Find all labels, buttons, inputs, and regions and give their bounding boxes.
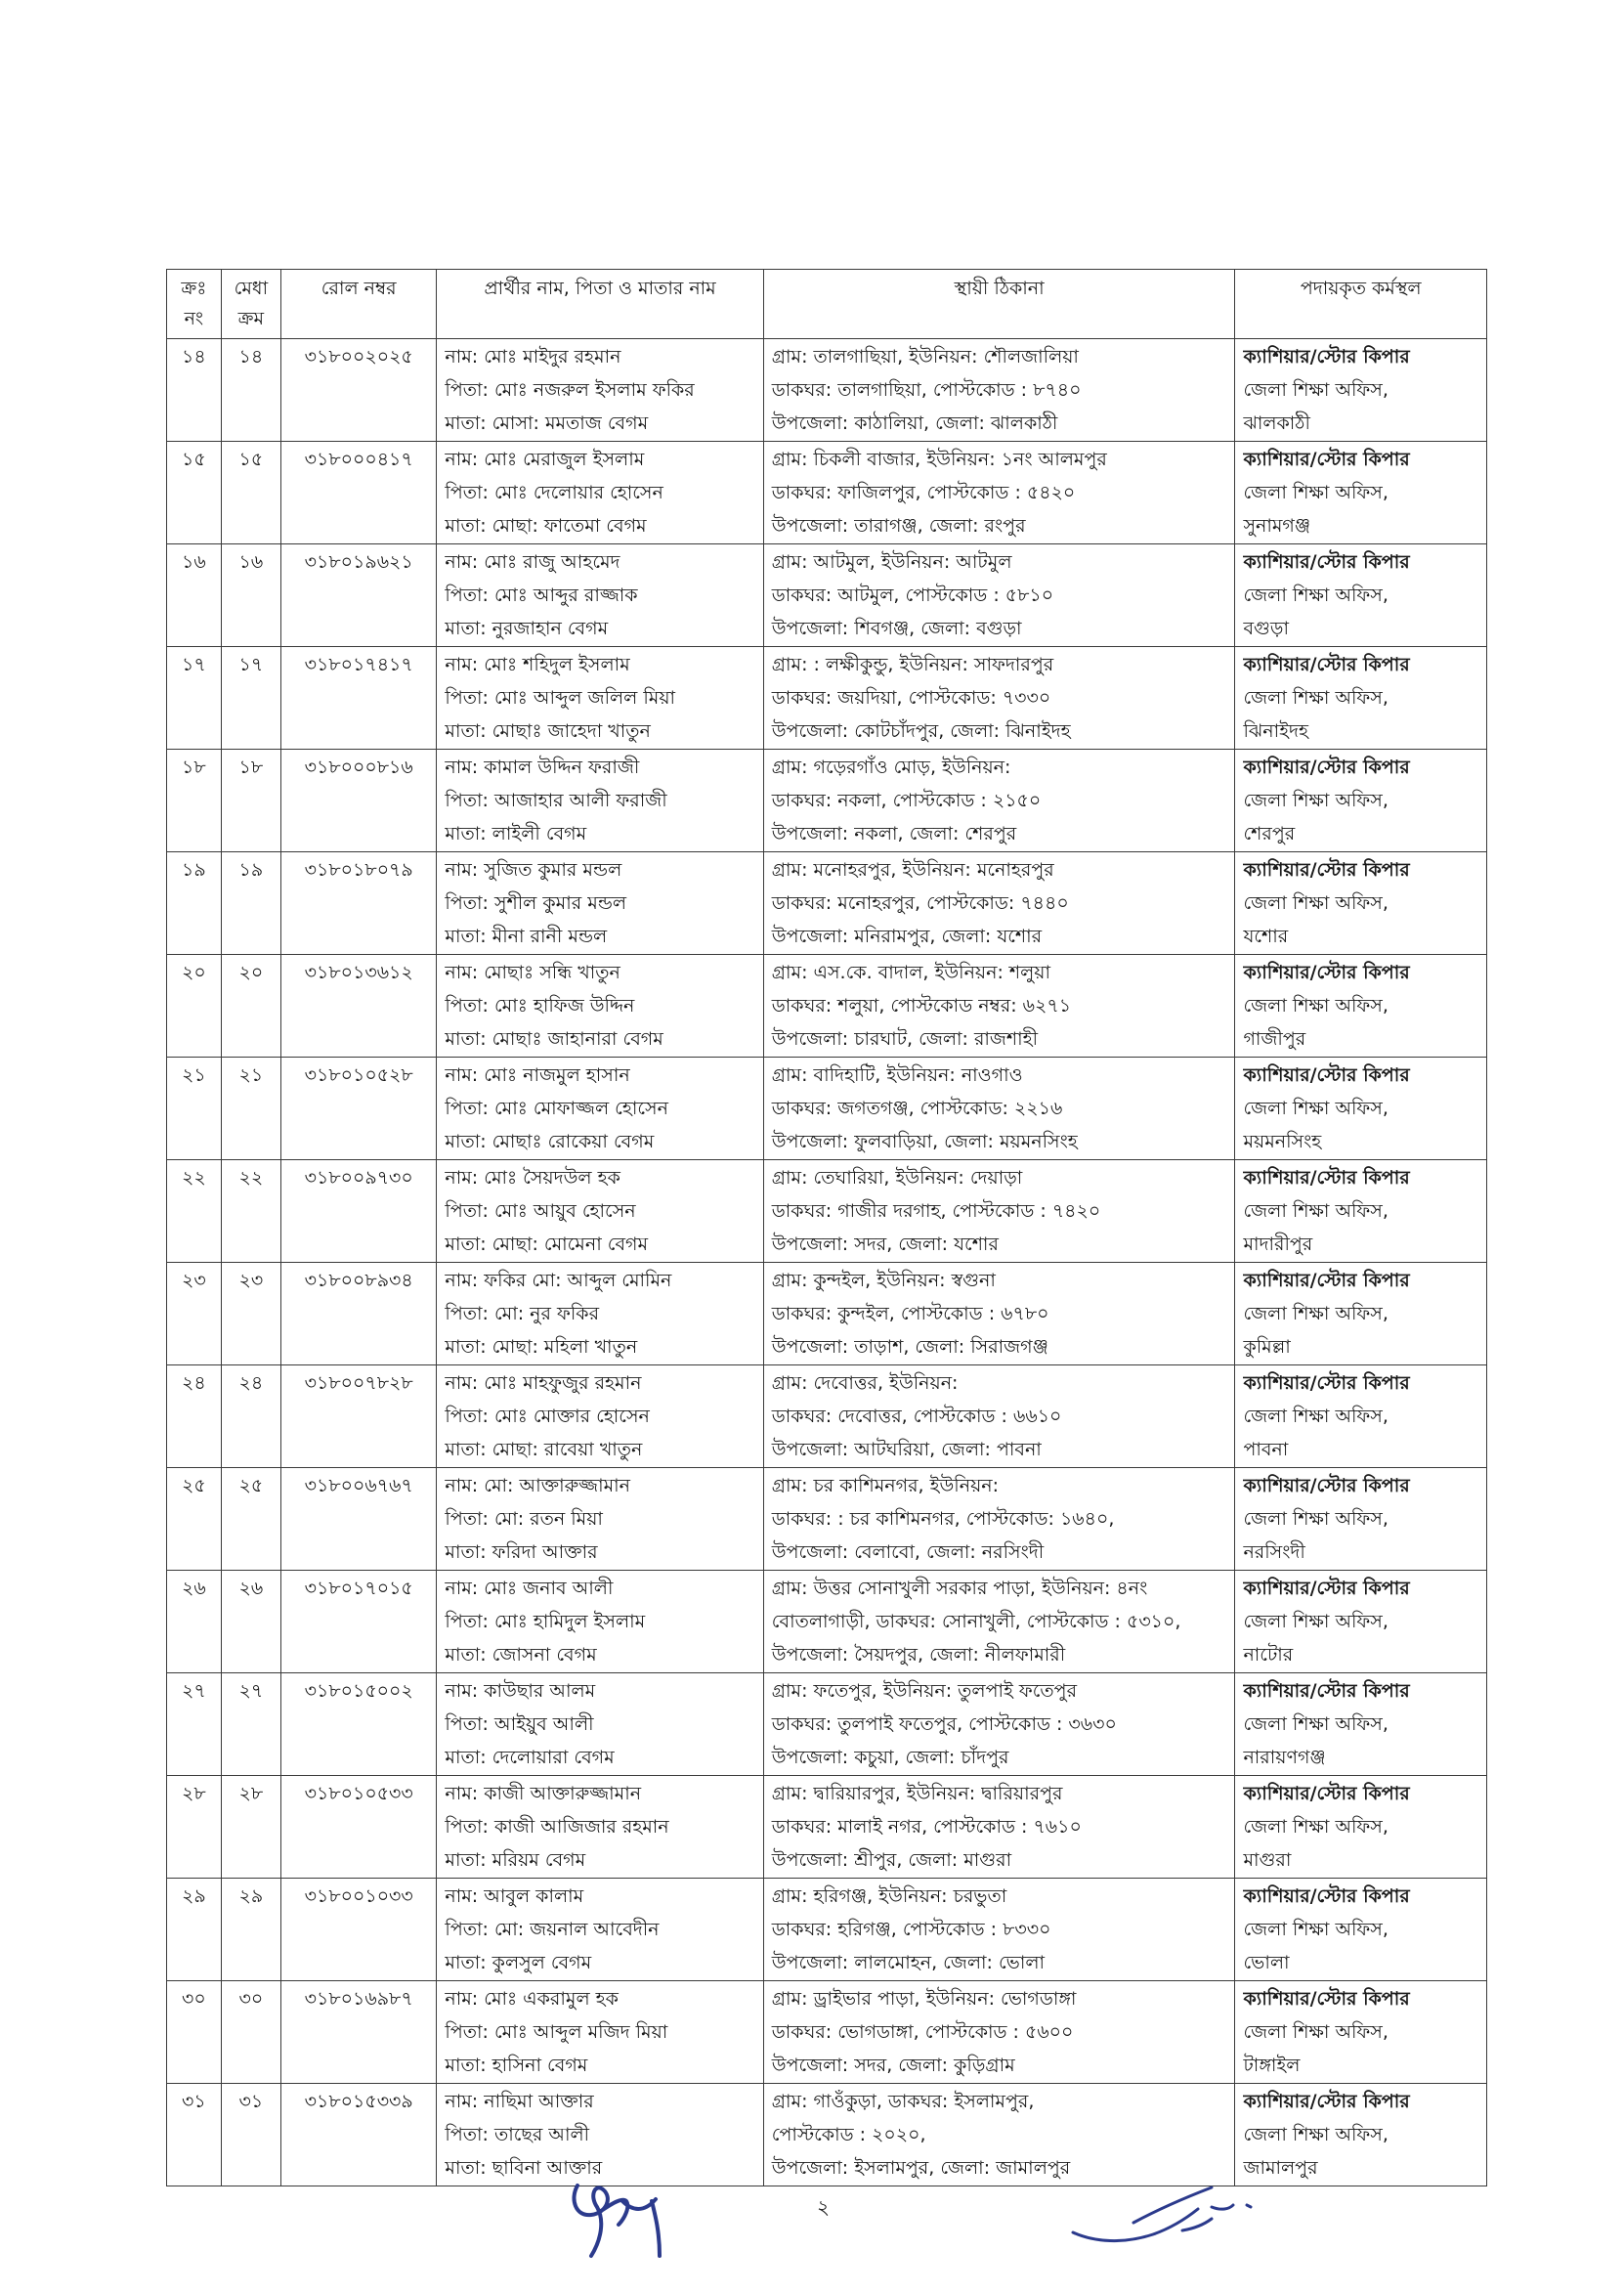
address-line: উপজেলা: মনিরামপুর, জেলা: যশোর: [771, 926, 1043, 947]
address-line: উপজেলা: সদর, জেলা: কুড়িগ্রাম: [771, 2055, 1015, 2076]
father-name: পিতা: মো: রতন মিয়া: [445, 1508, 603, 1530]
posting-district: যশোর: [1243, 926, 1289, 947]
candidate-name: নাম: মোঃ জনাব আলী: [445, 1578, 614, 1599]
serial-cell: ২১: [167, 1058, 222, 1160]
post-title: ক্যাশিয়ার/স্টোর কিপার: [1243, 1372, 1410, 1394]
posting-district: ঝিনাইদহ: [1243, 720, 1308, 742]
serial-cell: ১৮: [167, 750, 222, 852]
posting-cell: [1235, 1776, 1487, 1879]
father-name: পিতা: মোঃ আয়ুব হোসেন: [445, 1200, 636, 1222]
mother-name: মাতা: নুরজাহান বেগম: [445, 618, 609, 639]
roll-cell: ৩১৮০১৫৩৩৯: [281, 2084, 437, 2186]
father-name: পিতা: সুশীল কুমার মন্ডল: [445, 892, 627, 914]
candidate-cell: [437, 1468, 763, 1571]
serial-cell: ২৫: [167, 1468, 222, 1571]
posting-office: জেলা শিক্ষা অফিস,: [1243, 2124, 1389, 2145]
serial-cell: ২৪: [167, 1365, 222, 1468]
address-line: পোস্টকোড : ২০২০,: [771, 2124, 926, 2145]
posting-cell: [1235, 1468, 1487, 1571]
candidate-cell: [437, 1058, 763, 1160]
posting-office: জেলা শিক্ষা অফিস,: [1243, 1303, 1389, 1324]
mother-name: মাতা: লাইলী বেগম: [445, 823, 587, 844]
address-line: গ্রাম: তালগাছিয়া, ইউনিয়ন: শৌলজালিয়া: [771, 346, 1079, 368]
table-row: [167, 2084, 1487, 2186]
post-title: ক্যাশিয়ার/স্টোর কিপার: [1243, 1064, 1410, 1086]
posting-office: জেলা শিক্ষা অফিস,: [1243, 790, 1389, 811]
serial-cell: ২৭: [167, 1673, 222, 1776]
address-cell: [763, 1673, 1235, 1776]
roll-cell: ৩১৮০০৬৭৬৭: [281, 1468, 437, 1571]
header-serial: ক্রঃ নং: [167, 270, 222, 339]
candidate-name: নাম: মোঃ মাহফুজুর রহমান: [445, 1372, 642, 1394]
posting-district: ময়মনসিংহ: [1243, 1131, 1322, 1152]
address-line: ডাকঘর: হরিগঞ্জ, পোস্টকোড : ৮৩৩০: [771, 1919, 1051, 1940]
roll-cell: ৩১৮০১০৫২৮: [281, 1058, 437, 1160]
post-title: ক্যাশিয়ার/স্টোর কিপার: [1243, 962, 1410, 983]
address-line: ডাকঘর: গাজীর দরগাহ, পোস্টকোড : ৭৪২০: [771, 1200, 1101, 1222]
address-line: ডাকঘর: জয়দিয়া, পোস্টকোড: ৭৩৩০: [771, 687, 1051, 709]
roll-cell: ৩১৮০০৯৭৩০: [281, 1160, 437, 1263]
merit-cell: ১৭: [221, 647, 280, 750]
posting-cell: [1235, 2084, 1487, 2186]
address-line: ডাকঘর: দেবোত্তর, পোস্টকোড : ৬৬১০: [771, 1406, 1062, 1427]
header-address: স্থায়ী ঠিকানা: [763, 270, 1235, 339]
table-row: [167, 442, 1487, 544]
posting-district: নাটোর: [1243, 1644, 1294, 1666]
address-line: উপজেলা: ফুলবাড়িয়া, জেলা: ময়মনসিংহ: [771, 1131, 1078, 1152]
posting-cell: [1235, 544, 1487, 647]
candidate-cell: [437, 1263, 763, 1365]
candidate-cell: [437, 544, 763, 647]
candidate-cell: [437, 1571, 763, 1673]
father-name: পিতা: মো: নুর ফকির: [445, 1303, 600, 1324]
table-row: [167, 1160, 1487, 1263]
candidate-name: নাম: সুজিত কুমার মন্ডল: [445, 859, 622, 881]
address-line: ডাকঘর: মালাই নগর, পোস্টকোড : ৭৬১০: [771, 1816, 1082, 1838]
table-row: [167, 647, 1487, 750]
posting-cell: [1235, 1058, 1487, 1160]
table-row: [167, 339, 1487, 442]
posting-district: ঝালকাঠী: [1243, 412, 1310, 434]
candidate-name: নাম: মোঃ মেরাজুল ইসলাম: [445, 449, 645, 470]
mother-name: মাতা: মোসা: মমতাজ বেগম: [445, 412, 649, 434]
candidate-posting-table: [166, 269, 1487, 2186]
merit-cell: ৩০: [221, 1981, 280, 2084]
candidate-name: নাম: মোঃ রাজু আহমেদ: [445, 551, 620, 573]
address-cell: [763, 955, 1235, 1058]
merit-cell: ২৩: [221, 1263, 280, 1365]
posting-district: বগুড়া: [1243, 618, 1289, 639]
address-cell: [763, 1776, 1235, 1879]
posting-district: গাজীপুর: [1243, 1028, 1306, 1050]
posting-district: মাগুরা: [1243, 1849, 1292, 1871]
posting-cell: [1235, 1981, 1487, 2084]
post-title: ক্যাশিয়ার/স্টোর কিপার: [1243, 1783, 1410, 1804]
table-row: [167, 955, 1487, 1058]
candidate-name: নাম: মোছাঃ সন্ধি খাতুন: [445, 962, 620, 983]
candidate-cell: [437, 442, 763, 544]
father-name: পিতা: মোঃ দেলোয়ার হোসেন: [445, 482, 663, 503]
table-row: [167, 1981, 1487, 2084]
address-line: ডাকঘর: মনোহরপুর, পোস্টকোড: ৭৪৪০: [771, 892, 1069, 914]
posting-cell: [1235, 1160, 1487, 1263]
mother-name: মাতা: কুলসুল বেগম: [445, 1952, 592, 1973]
address-line: ডাকঘর: কুন্দইল, পোস্টকোড : ৬৭৮০: [771, 1303, 1049, 1324]
mother-name: মাতা: মোছা: মোমেনা বেগম: [445, 1234, 649, 1255]
address-line: গ্রাম: এস.কে. বাদাল, ইউনিয়ন: শলুয়া: [771, 962, 1051, 983]
post-title: ক্যাশিয়ার/স্টোর কিপার: [1243, 1885, 1410, 1907]
roll-cell: ৩১৮০০০৪১৭: [281, 442, 437, 544]
address-line: গ্রাম: ফতেপুর, ইউনিয়ন: তুলপাই ফতেপুর: [771, 1680, 1078, 1702]
post-title: ক্যাশিয়ার/স্টোর কিপার: [1243, 1988, 1410, 2010]
address-line: গ্রাম: বাদিহাটি, ইউনিয়ন: নাওগাও: [771, 1064, 1023, 1086]
father-name: পিতা: মোঃ মোক্তার হোসেন: [445, 1406, 650, 1427]
address-cell: [763, 1981, 1235, 2084]
address-line: উপজেলা: কোটচাঁদপুর, জেলা: ঝিনাইদহ: [771, 720, 1071, 742]
posting-office: জেলা শিক্ষা অফিস,: [1243, 482, 1389, 503]
father-name: পিতা: মোঃ আব্দুল জলিল মিয়া: [445, 687, 676, 709]
candidate-name: নাম: কাউছার আলম: [445, 1680, 596, 1702]
address-line: গ্রাম: তেঘারিয়া, ইউনিয়ন: দেয়াড়া: [771, 1167, 1023, 1189]
address-line: উপজেলা: চারঘাট, জেলা: রাজশাহী: [771, 1028, 1039, 1050]
address-line: গ্রাম: আটমুল, ইউনিয়ন: আটমুল: [771, 551, 1012, 573]
posting-cell: [1235, 1365, 1487, 1468]
roll-cell: ৩১৮০০১০৩৩: [281, 1879, 437, 1981]
posting-office: জেলা শিক্ষা অফিস,: [1243, 1098, 1389, 1119]
posting-cell: [1235, 955, 1487, 1058]
candidate-cell: [437, 750, 763, 852]
serial-cell: ২২: [167, 1160, 222, 1263]
address-cell: [763, 1468, 1235, 1571]
candidate-name: নাম: মোঃ শহিদুল ইসলাম: [445, 654, 630, 675]
address-cell: [763, 1058, 1235, 1160]
address-line: গ্রাম: ড্রাইভার পাড়া, ইউনিয়ন: ভোগডাঙ্গা: [771, 1988, 1077, 2010]
roll-cell: ৩১৮০১৬৯৮৭: [281, 1981, 437, 2084]
merit-cell: ২০: [221, 955, 280, 1058]
post-title: ক্যাশিয়ার/স্টোর কিপার: [1243, 1167, 1410, 1189]
posting-cell: [1235, 647, 1487, 750]
address-line: গ্রাম: উত্তর সোনাখুলী সরকার পাড়া, ইউনিয়ন: ৪নং বোতলাগাড়ী, ডাকঘর: সোনাখুলী, পোস্টকোড : ৫৩১০, উপজেলা: সৈয়দপুর, জেলা: নীলফামারী: [771, 1578, 1181, 1666]
address-line: গ্রাম: দ্বারিয়ারপুর, ইউনিয়ন: দ্বারিয়ারপুর: [771, 1783, 1063, 1804]
candidate-name: নাম: মোঃ মাইদুর রহমান: [445, 346, 621, 368]
mother-name: মাতা: ছাবিনা আক্তার: [445, 2157, 603, 2179]
address-cell: [763, 852, 1235, 955]
roll-cell: ৩১৮০১৫০০২: [281, 1673, 437, 1776]
candidate-name: নাম: নাছিমা আক্তার: [445, 2091, 594, 2112]
merit-cell: ১৮: [221, 750, 280, 852]
father-name: পিতা: মোঃ আব্দুর রাজ্জাক: [445, 584, 638, 606]
address-line: গ্রাম: কুন্দইল, ইউনিয়ন: স্বগুনা: [771, 1270, 996, 1291]
father-name: পিতা: মোঃ আব্দুল মজিদ মিয়া: [445, 2021, 668, 2043]
serial-cell: ১৬: [167, 544, 222, 647]
serial-cell: ১৫: [167, 442, 222, 544]
candidate-cell: [437, 1160, 763, 1263]
address-line: গ্রাম: : লক্ষীকুন্ডু, ইউনিয়ন: সাফদারপুর: [771, 654, 1054, 675]
candidate-cell: [437, 1981, 763, 2084]
posting-office: জেলা শিক্ষা অফিস,: [1243, 1508, 1389, 1530]
posting-district: টাঙ্গাইল: [1243, 2055, 1301, 2076]
header-roll: রোল নম্বর: [281, 270, 437, 339]
serial-cell: ১৯: [167, 852, 222, 955]
father-name: পিতা: মোঃ হাফিজ উদ্দিন: [445, 995, 635, 1017]
serial-cell: ১৪: [167, 339, 222, 442]
father-name: পিতা: কাজী আজিজার রহমান: [445, 1816, 669, 1838]
address-cell: [763, 1365, 1235, 1468]
roll-cell: ৩১৮০১৯৬২১: [281, 544, 437, 647]
posting-cell: [1235, 1263, 1487, 1365]
roll-cell: ৩১৮০১৩৬১২: [281, 955, 437, 1058]
table-row: [167, 1776, 1487, 1879]
table-row: [167, 1571, 1487, 1673]
posting-office: জেলা শিক্ষা অফিস,: [1243, 995, 1389, 1017]
address-line: ডাকঘর: শলুয়া, পোস্টকোড নম্বর: ৬২৭১: [771, 995, 1072, 1017]
father-name: পিতা: মোঃ নজরুল ইসলাম ফকির: [445, 379, 695, 401]
mother-name: মাতা: মোছা: ফাতেমা বেগম: [445, 515, 647, 537]
posting-cell: [1235, 442, 1487, 544]
post-title: ক্যাশিয়ার/স্টোর কিপার: [1243, 859, 1410, 881]
mother-name: মাতা: ফরিদা আক্তার: [445, 1541, 598, 1563]
header-posting: পদায়কৃত কর্মস্থল: [1235, 270, 1487, 339]
address-line: উপজেলা: কচুয়া, জেলা: চাঁদপুর: [771, 1747, 1009, 1768]
candidate-cell: [437, 955, 763, 1058]
posting-office: জেলা শিক্ষা অফিস,: [1243, 379, 1389, 401]
candidate-name: নাম: ফকির মো: আব্দুল মোমিন: [445, 1270, 672, 1291]
merit-cell: ২১: [221, 1058, 280, 1160]
serial-cell: ২৩: [167, 1263, 222, 1365]
roll-cell: ৩১৮০০২০২৫: [281, 339, 437, 442]
table-row: [167, 1365, 1487, 1468]
address-cell: [763, 647, 1235, 750]
posting-office: জেলা শিক্ষা অফিস,: [1243, 2021, 1389, 2043]
candidate-cell: [437, 1365, 763, 1468]
post-title: ক্যাশিয়ার/স্টোর কিপার: [1243, 346, 1410, 368]
posting-district: মাদারীপুর: [1243, 1234, 1313, 1255]
table-row: [167, 852, 1487, 955]
table-row: [167, 1673, 1487, 1776]
candidate-cell: [437, 1673, 763, 1776]
roll-cell: ৩১৮০১০৫৩৩: [281, 1776, 437, 1879]
address-line: ডাকঘর: ভোগডাঙ্গা, পোস্টকোড : ৫৬০০: [771, 2021, 1074, 2043]
merit-cell: ১৯: [221, 852, 280, 955]
candidate-cell: [437, 852, 763, 955]
address-cell: [763, 1160, 1235, 1263]
header-merit: মেধা ক্রম: [221, 270, 280, 339]
posting-office: জেলা শিক্ষা অফিস,: [1243, 1200, 1389, 1222]
father-name: পিতা: মোঃ হামিদুল ইসলাম: [445, 1611, 646, 1632]
candidate-name: নাম: আবুল কালাম: [445, 1885, 584, 1907]
address-line: ডাকঘর: তুলপাই ফতেপুর, পোস্টকোড : ৩৬৩০: [771, 1713, 1117, 1735]
serial-cell: ১৭: [167, 647, 222, 750]
father-name: পিতা: তাছের আলী: [445, 2124, 590, 2145]
mother-name: মাতা: হাসিনা বেগম: [445, 2055, 588, 2076]
serial-cell: ২৬: [167, 1571, 222, 1673]
serial-cell: ৩০: [167, 1981, 222, 2084]
post-title: ক্যাশিয়ার/স্টোর কিপার: [1243, 1680, 1410, 1702]
merit-cell: ২৪: [221, 1365, 280, 1468]
posting-cell: [1235, 852, 1487, 955]
post-title: ক্যাশিয়ার/স্টোর কিপার: [1243, 1578, 1410, 1599]
address-line: উপজেলা: বেলাবো, জেলা: নরসিংদী: [771, 1541, 1045, 1563]
signature-left: [562, 2162, 679, 2269]
posting-district: নরসিংদী: [1243, 1541, 1305, 1563]
candidate-name: নাম: মোঃ একরামুল হক: [445, 1988, 619, 2010]
posting-office: জেলা শিক্ষা অফিস,: [1243, 1406, 1389, 1427]
address-line: উপজেলা: তারাগঞ্জ, জেলা: রংপুর: [771, 515, 1026, 537]
mother-name: মাতা: মোছা: রাবেয়া খাতুন: [445, 1439, 643, 1460]
merit-cell: ১৬: [221, 544, 280, 647]
address-cell: [763, 339, 1235, 442]
table-row: [167, 1263, 1487, 1365]
address-line: ডাকঘর: : চর কাশিমনগর, পোস্টকোড: ১৬৪০,: [771, 1508, 1115, 1530]
posting-office: জেলা শিক্ষা অফিস,: [1243, 892, 1389, 914]
serial-cell: ২০: [167, 955, 222, 1058]
address-line: উপজেলা: তাড়াশ, জেলা: সিরাজগঞ্জ: [771, 1336, 1048, 1358]
address-line: উপজেলা: সদর, জেলা: যশোর: [771, 1234, 999, 1255]
posting-district: ভোলা: [1243, 1952, 1290, 1973]
address-line: গ্রাম: দেবোত্তর, ইউনিয়ন:: [771, 1372, 959, 1394]
address-line: গ্রাম: গড়েরগাঁও মোড়, ইউনিয়ন:: [771, 757, 1011, 778]
roll-cell: ৩১৮০০০৮১৬: [281, 750, 437, 852]
father-name: পিতা: মোঃ মোফাজ্জল হোসেন: [445, 1098, 668, 1119]
merit-cell: ২৫: [221, 1468, 280, 1571]
serial-cell: ২৮: [167, 1776, 222, 1879]
merit-cell: ২৮: [221, 1776, 280, 1879]
serial-cell: ২৯: [167, 1879, 222, 1981]
table-row: [167, 544, 1487, 647]
father-name: পিতা: মো: জয়নাল আবেদীন: [445, 1919, 660, 1940]
candidate-cell: [437, 1776, 763, 1879]
address-cell: [763, 750, 1235, 852]
roll-cell: ৩১৮০১৭০১৫: [281, 1571, 437, 1673]
address-line: উপজেলা: ইসলামপুর, জেলা: জামালপুর: [771, 2157, 1071, 2179]
merit-cell: ১৪: [221, 339, 280, 442]
address-line: ডাকঘর: ফাজিলপুর, পোস্টকোড : ৫৪২০: [771, 482, 1076, 503]
mother-name: মাতা: মীনা রানী মন্ডল: [445, 926, 608, 947]
candidate-cell: [437, 647, 763, 750]
roll-cell: ৩১৮০০৮৯৩৪: [281, 1263, 437, 1365]
posting-office: জেলা শিক্ষা অফিস,: [1243, 1611, 1389, 1632]
father-name: পিতা: আজাহার আলী ফরাজী: [445, 790, 667, 811]
merit-cell: ২৬: [221, 1571, 280, 1673]
mother-name: মাতা: মোছাঃ জাহেদা খাতুন: [445, 720, 651, 742]
address-line: উপজেলা: শিবগঞ্জ, জেলা: বগুড়া: [771, 618, 1022, 639]
posting-office: জেলা শিক্ষা অফিস,: [1243, 687, 1389, 709]
address-line: গ্রাম: চর কাশিমনগর, ইউনিয়ন:: [771, 1475, 1000, 1496]
post-title: ক্যাশিয়ার/স্টোর কিপার: [1243, 757, 1410, 778]
address-line: ডাকঘর: জগতগঞ্জ, পোস্টকোড: ২২১৬: [771, 1098, 1063, 1119]
mother-name: মাতা: মরিয়ম বেগম: [445, 1849, 586, 1871]
candidate-name: নাম: মো: আক্তারুজ্জামান: [445, 1475, 631, 1496]
posting-district: নারায়ণগঞ্জ: [1243, 1747, 1326, 1768]
table-row: [167, 1468, 1487, 1571]
address-line: গ্রাম: গাওঁকুড়া, ডাকঘর: ইসলামপুর,: [771, 2091, 1035, 2112]
mother-name: মাতা: দেলোয়ারা বেগম: [445, 1747, 615, 1768]
serial-cell: ৩১: [167, 2084, 222, 2186]
posting-district: কুমিল্লা: [1243, 1336, 1291, 1358]
candidate-cell: [437, 1879, 763, 1981]
posting-office: জেলা শিক্ষা অফিস,: [1243, 1919, 1389, 1940]
posting-district: জামালপুর: [1243, 2157, 1318, 2179]
post-title: ক্যাশিয়ার/স্টোর কিপার: [1243, 551, 1410, 573]
mother-name: মাতা: জোসনা বেগম: [445, 1644, 597, 1666]
candidate-cell: [437, 339, 763, 442]
posting-office: জেলা শিক্ষা অফিস,: [1243, 1713, 1389, 1735]
post-title: ক্যাশিয়ার/স্টোর কিপার: [1243, 2091, 1410, 2112]
candidate-name: নাম: মোঃ সৈয়দউল হক: [445, 1167, 620, 1189]
post-title: ক্যাশিয়ার/স্টোর কিপার: [1243, 654, 1410, 675]
candidate-name: নাম: কামাল উদ্দিন ফরাজী: [445, 757, 640, 778]
address-line: উপজেলা: লালমোহন, জেলা: ভোলা: [771, 1952, 1046, 1973]
address-cell: [763, 1571, 1235, 1673]
post-title: ক্যাশিয়ার/স্টোর কিপার: [1243, 1475, 1410, 1496]
signature-right: [1065, 2180, 1270, 2252]
merit-cell: ২৭: [221, 1673, 280, 1776]
address-cell: [763, 2084, 1235, 2186]
header-name: প্রার্থীর নাম, পিতা ও মাতার নাম: [437, 270, 763, 339]
page-number: ২: [817, 2195, 831, 2219]
roll-cell: ৩১৮০১৭৪১৭: [281, 647, 437, 750]
address-line: ডাকঘর: নকলা, পোস্টকোড : ২১৫০: [771, 790, 1042, 811]
table-row: [167, 1058, 1487, 1160]
address-line: উপজেলা: আটঘরিয়া, জেলা: পাবনা: [771, 1439, 1042, 1460]
address-line: গ্রাম: হরিগঞ্জ, ইউনিয়ন: চরভুতা: [771, 1885, 1007, 1907]
posting-district: সুনামগঞ্জ: [1243, 515, 1311, 537]
posting-office: জেলা শিক্ষা অফিস,: [1243, 1816, 1389, 1838]
posting-cell: [1235, 750, 1487, 852]
address-cell: [763, 1263, 1235, 1365]
table-header-row: [167, 270, 1487, 339]
address-line: ডাকঘর: তালগাছিয়া, পোস্টকোড : ৮৭৪০: [771, 379, 1082, 401]
posting-cell: [1235, 339, 1487, 442]
posting-office: জেলা শিক্ষা অফিস,: [1243, 584, 1389, 606]
mother-name: মাতা: মোছা: মহিলা খাতুন: [445, 1336, 638, 1358]
roll-cell: ৩১৮০০৭৮২৮: [281, 1365, 437, 1468]
post-title: ক্যাশিয়ার/স্টোর কিপার: [1243, 1270, 1410, 1291]
merit-cell: ২৯: [221, 1879, 280, 1981]
father-name: পিতা: আইয়ুব আলী: [445, 1713, 594, 1735]
mother-name: মাতা: মোছাঃ রোকেয়া বেগম: [445, 1131, 655, 1152]
candidate-name: নাম: কাজী আক্তারুজ্জামান: [445, 1783, 642, 1804]
posting-district: শেরপুর: [1243, 823, 1296, 844]
merit-cell: ১৫: [221, 442, 280, 544]
address-cell: [763, 442, 1235, 544]
address-line: গ্রাম: চিকলী বাজার, ইউনিয়ন: ১নং আলমপুর: [771, 449, 1107, 470]
table-body: [167, 339, 1487, 2186]
merit-cell: ৩১: [221, 2084, 280, 2186]
address-line: ডাকঘর: আটমুল, পোস্টকোড : ৫৮১০: [771, 584, 1054, 606]
posting-district: পাবনা: [1243, 1439, 1289, 1460]
posting-cell: [1235, 1879, 1487, 1981]
address-line: গ্রাম: মনোহরপুর, ইউনিয়ন: মনোহরপুর: [771, 859, 1054, 881]
posting-cell: [1235, 1673, 1487, 1776]
address-line: উপজেলা: নকলা, জেলা: শেরপুর: [771, 823, 1017, 844]
candidate-name: নাম: মোঃ নাজমুল হাসান: [445, 1064, 630, 1086]
address-line: উপজেলা: শ্রীপুর, জেলা: মাগুরা: [771, 1849, 1012, 1871]
table-row: [167, 1879, 1487, 1981]
roll-cell: ৩১৮০১৮০৭৯: [281, 852, 437, 955]
merit-cell: ২২: [221, 1160, 280, 1263]
address-cell: [763, 1879, 1235, 1981]
post-title: ক্যাশিয়ার/স্টোর কিপার: [1243, 449, 1410, 470]
posting-cell: [1235, 1571, 1487, 1673]
table-row: [167, 750, 1487, 852]
address-line: উপজেলা: কাঠালিয়া, জেলা: ঝালকাঠী: [771, 412, 1058, 434]
address-cell: [763, 544, 1235, 647]
mother-name: মাতা: মোছাঃ জাহানারা বেগম: [445, 1028, 663, 1050]
